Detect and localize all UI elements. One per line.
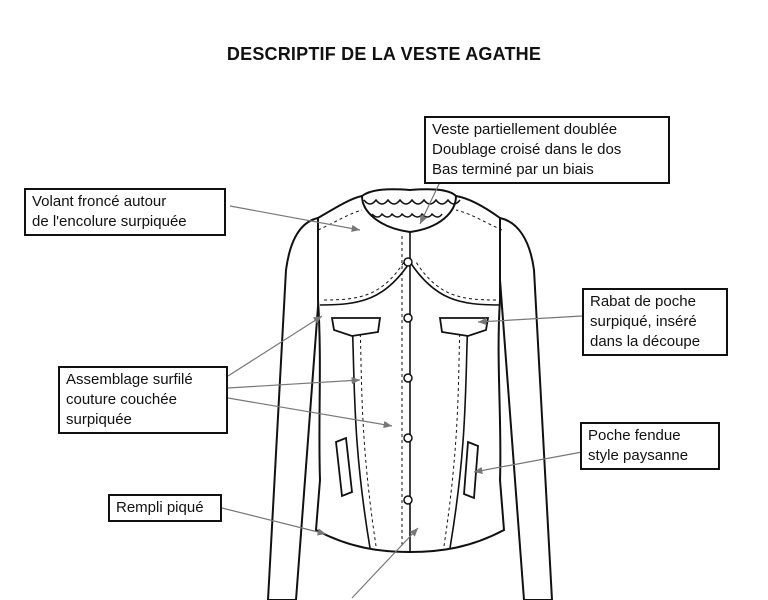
callout-pocket: Poche fendue style paysanne [580, 422, 720, 470]
right-sleeve [500, 218, 552, 600]
callout-flap: Rabat de poche surpiqué, inséré dans la découpe [582, 288, 728, 356]
callout-ruffle: Volant froncé autour de l'encolure surpiquée [24, 188, 226, 236]
callout-seam: Assemblage surfilé couture couchée surpiquée [58, 366, 228, 434]
diagram-title: DESCRIPTIF DE LA VESTE AGATHE [226, 44, 542, 64]
callout-pleat: Rempli piqué [108, 494, 222, 522]
callout-lining: Veste partiellement doublée Doublage croisé dans le dos Bas terminé par un biais [424, 116, 670, 184]
